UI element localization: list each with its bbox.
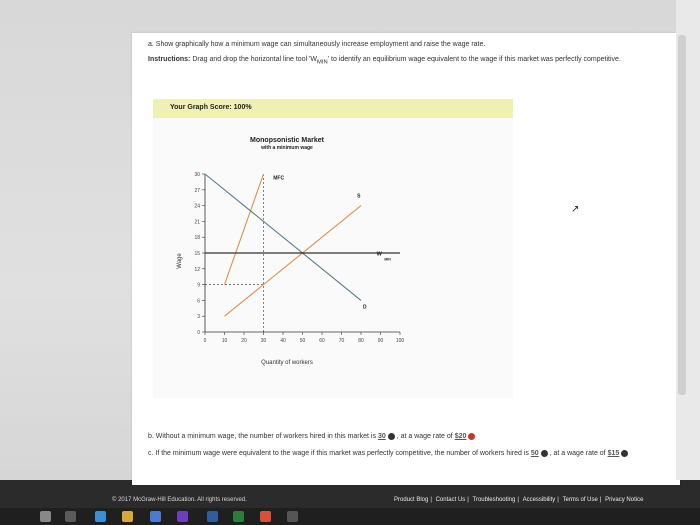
x-tick-label: 90 [377,338,384,344]
x-tick-label: 0 [203,338,207,344]
instructions-tool-sub: MIN [317,59,328,66]
x-tick-label: 40 [280,338,286,344]
correct-icon [621,450,628,457]
y-tick-label: 12 [194,266,200,273]
monopsony-chart [153,118,513,398]
footer-link-contact[interactable]: Contact Us [435,497,466,503]
answer-b-wage[interactable]: $20 [454,433,467,440]
wmin-label: W [376,251,382,258]
x-tick-label: 50 [299,338,306,344]
question-c-mid: , at a wage rate of [549,450,606,457]
y-tick-label: 21 [194,219,200,226]
mfc-curve[interactable] [225,174,264,285]
y-axis-label: Wage [177,253,183,269]
x-tick-label: 60 [319,338,325,344]
x-tick-label: 30 [260,338,267,344]
question-b [148,432,668,441]
preferences-icon[interactable] [287,511,298,522]
word-icon[interactable] [177,511,188,522]
instructions-text-pre: Drag and drop the horizontal line tool 'W [192,56,318,63]
y-tick-label: 3 [197,314,200,321]
footer-link-blog[interactable]: Product Blog [394,497,429,503]
question-a: a. Show graphically how a minimum wage can simultaneously increase employment and raise the wage rate. [148,41,486,48]
footer-link-troubleshooting[interactable]: Troubleshooting [472,497,516,503]
incorrect-icon [468,433,475,440]
x-tick-label: 20 [241,338,247,344]
footer-links: Product Blog | Contact Us | Troubleshooting | Accessibility | Terms of Use | Privacy Notice [394,497,644,503]
finder-icon[interactable] [40,511,51,522]
y-tick-label: 18 [194,235,200,242]
x-tick-label: 10 [221,338,228,344]
instructions [148,55,668,67]
footer-link-accessibility[interactable]: Accessibility [522,497,556,503]
chart-subtitle: with a minimum wage [261,145,313,151]
instructions-text-post: ' to identify an equilibrium wage equivalent to the wage if this market was perfectly competitive. [327,56,621,63]
correct-icon [541,450,548,457]
app-store-icon[interactable] [150,511,161,522]
supply-curve[interactable] [225,206,362,317]
x-tick-label: 70 [338,338,345,344]
x-axis-label: Quantity of workers [261,360,313,366]
d-label: D [362,304,367,311]
mfc-label: MFC [273,175,285,182]
answer-c-wage[interactable]: $15 [607,450,620,457]
question-c-text: c. If the minimum wage were equivalent to the wage if this market was perfectly competitive, the number of workers hired is [148,450,529,457]
answer-c-workers[interactable]: 50 [530,450,539,457]
chart-labels [273,175,391,310]
question-c [148,449,668,458]
calendar-icon[interactable] [207,511,218,522]
graph-panel [153,118,513,398]
chart-title: Monopsonistic Market [250,137,324,144]
y-tick-label: 27 [194,187,200,194]
chart-axes [194,172,404,344]
safari-icon[interactable] [95,511,106,522]
y-tick-label: 6 [197,298,200,305]
notes-icon[interactable] [122,511,133,522]
mouse-cursor-icon: ↗ [571,204,580,215]
score-banner [153,99,513,118]
x-tick-label: 100 [395,338,405,344]
demand-curve[interactable] [205,174,361,300]
correct-icon [388,433,395,440]
chrome-icon[interactable] [260,511,271,522]
chart-series[interactable] [205,174,400,316]
s-label: S [357,193,361,200]
y-tick-label: 30 [194,172,200,178]
y-tick-label: 15 [194,251,200,257]
footer-link-terms[interactable]: Terms of Use [562,497,598,503]
footer-link-privacy[interactable]: Privacy Notice [605,497,644,503]
y-tick-label: 9 [197,282,200,289]
instructions-label: Instructions: [148,56,191,63]
scrollbar-thumb[interactable] [678,35,686,395]
launchpad-icon[interactable] [65,511,76,522]
y-tick-label: 24 [194,203,200,210]
excel-icon[interactable] [233,511,244,522]
footer-copyright: © 2017 McGraw-Hill Education. All rights reserved. [112,497,247,503]
question-b-mid: , at a wage rate of [396,433,453,440]
question-b-text: b. Without a minimum wage, the number of workers hired in this market is [148,433,376,440]
wmin-label-sub: MIN [384,257,391,262]
answer-b-workers[interactable]: 30 [377,433,386,440]
y-tick-label: 0 [197,330,200,336]
graph-score: Your Graph Score: 100% [170,104,252,111]
x-tick-label: 80 [358,338,364,344]
